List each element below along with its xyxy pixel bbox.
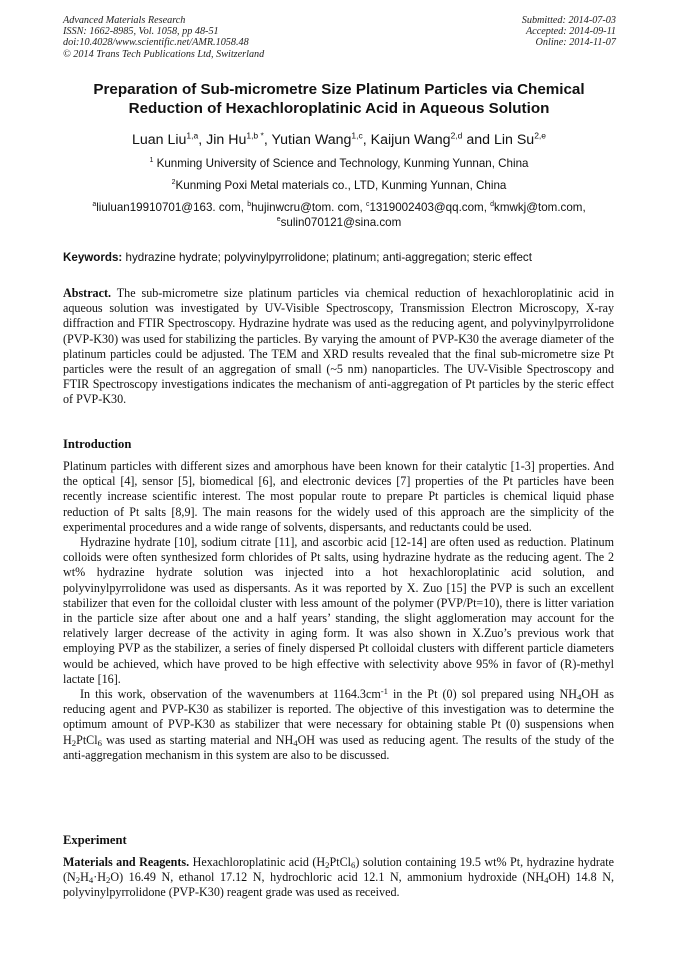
issn-line: ISSN: 1662-8985, Vol. 1058, pp 48-51 [63, 26, 219, 38]
affiliation-text: Kunming Poxi Metal materials co., LTD, Kunming Yunnan, China [175, 179, 507, 192]
email-mark: b [247, 201, 252, 209]
email-d[interactable]: kmwkj@tom.com, [494, 201, 586, 214]
subscript: 6 [351, 860, 356, 871]
text-run: H [80, 870, 89, 885]
author-separator: , [198, 132, 207, 148]
text-run: O) 16.49 N, ethanol 17.12 N, hydrochloric acid 12.1 N, ammonium hydroxide (NH [110, 870, 545, 885]
text-run: PtCl [76, 732, 98, 747]
subscript: 4 [577, 692, 582, 703]
affiliation-1 [40, 157, 638, 171]
subscript: 4 [293, 737, 298, 748]
doi-line: doi:10.4028/www.scientific.net/AMR.1058.48 [63, 37, 249, 49]
text-run: ) solution containing 19.5 wt% Pt, hydrazine hydrate (N [63, 855, 615, 885]
affiliation-2 [40, 179, 638, 193]
subscript: 2 [105, 875, 111, 886]
subscript: 2 [75, 875, 81, 886]
text-run: In this work, observation of the wavenumbers at 1164.3cm [80, 687, 381, 702]
intro-paragraph-3 [63, 687, 614, 763]
author-mark: 1,a [186, 130, 199, 141]
author-list [40, 130, 638, 150]
author-separator: , [362, 132, 371, 148]
author-mark: 2,d [450, 130, 463, 141]
abstract [63, 286, 614, 408]
affiliation-mark: 1 [149, 157, 154, 165]
copyright-line: © 2014 Trans Tech Publications Ltd, Switzerland [63, 48, 265, 60]
paper-title [60, 80, 618, 118]
text-run: OH was used as reducing agent. The results of the study of the anti-aggregation mechanism in this system are also to be discussed. [63, 732, 614, 762]
email-mark: a [92, 201, 97, 209]
abstract-text: The sub-micrometre size platinum particles via chemical reduction of hexachloroplatinic acid in aqueous solution was investigated by UV-Visible Spectroscopy, Transmission Electron Microscopy, X-ray diffraction and FTIR Spectroscopy. Hydrazine hydrate was used as the reducing agent, and polyvinylpyrrolidone (PVP-K30) was used for stabilizing the particles. By varying the amount of PVP-K30 the average diameter of the platinum particles could be adjusted. The TEM and XRD results revealed that the final sub-micrometre size Pt particles were the result of an aggregation of small (~5 nm) nanoparticles. The UV-Visible Spectroscopy and FTIR Spectroscopy investigations indicates the mechanism of anti-aggregation of Pt particles by the steric effect of PVP-K30. [63, 286, 614, 407]
subscript: 4 [544, 875, 549, 886]
experiment-heading: Experiment [63, 833, 127, 847]
superscript: -1 [380, 686, 388, 697]
author-name: Kaijun Wang [370, 132, 451, 148]
text-run: PtCl [329, 855, 352, 869]
email-c[interactable]: 1319002403@qq.com, [369, 201, 491, 214]
author-mark: 1,b * [246, 130, 264, 141]
email-mark: c [365, 201, 370, 209]
intro-paragraph-2: Hydrazine hydrate [10], sodium citrate [11], and ascorbic acid [12-14] are often used as reduction. Platinum colloids were often synthesized form chlorides of Pt salts, using hydrazine hydrate as the reducing agent. The 2 wt% hydrazine hydrate solution was injected into a hot hexachloroplatinic acid solution, and polyvinylpyrrolidone was used as dispersants. As it was reported by X. Zuo [15] the PVP is such an excellent stabilizer that even for the colloidal cluster with less amount of the polymer (PVP/Pt=10), there is litter variation in the particle size after about one and a half years’ standing, the slight agglomeration may account for the relatively larger decrease of the activity in aging form. It was also shown in X.Zuo’s previous work that employing PVP as the stabilizer, a series of finely dispersed Pt colloidal clusters with different particle diameters would be achieved, which have proved to be high effective with selectivity above 95% in favor of (R)-methyl lactate [16]. [63, 535, 614, 686]
accepted-date: Accepted: 2014-09-11 [525, 26, 616, 38]
introduction-body [63, 459, 614, 763]
subscript: 4 [88, 875, 94, 886]
keywords-label: Keywords: [63, 251, 123, 264]
keywords [63, 250, 615, 265]
author-name: Yutian Wang [271, 132, 352, 148]
email-mark: d [490, 201, 495, 209]
author-separator: , [263, 132, 272, 148]
text-run: in the Pt (0) sol prepared using NH [387, 687, 577, 702]
header-left [63, 15, 264, 60]
author-name: Lin Su [493, 132, 535, 148]
materials-paragraph [63, 855, 614, 901]
abstract-label: Abstract. [63, 286, 112, 300]
email-line-1 [40, 201, 638, 216]
author-name: Jin Hu [206, 132, 247, 148]
title-line-1: Preparation of Sub-micrometre Size Platinum Particles via Chemical [93, 81, 585, 98]
text-run: Hexachloroplatinic acid (H [189, 855, 326, 869]
introduction-heading: Introduction [63, 437, 132, 451]
author-name: Luan Liu [131, 132, 187, 148]
author-mark: 1,c [351, 130, 363, 141]
email-e[interactable]: sulin070121@sina.com [280, 215, 402, 229]
subscript: 2 [71, 737, 77, 748]
subscript: 6 [97, 737, 102, 748]
text-run: OH) 14.8 N, polyvinylpyrrolidone (PVP-K30) reagent grade was used as received. [63, 870, 614, 900]
email-b[interactable]: hujinwcru@tom. com, [251, 201, 366, 214]
author-emails [40, 201, 638, 230]
affiliation-mark: 2 [171, 179, 176, 187]
author-separator: and [462, 132, 494, 148]
text-run: was used as starting material and NH [101, 732, 294, 747]
title-line-2: Reduction of Hexachloroplatinic Acid in Aqueous Solution [128, 100, 550, 117]
header-right [522, 15, 616, 49]
email-a[interactable]: liuluan19910701@163. com, [96, 201, 248, 214]
email-line-2 [40, 216, 638, 231]
text-run: OH as reducing agent and PVP-K30 as stabilizer is reported. The objective of this investigation was to determine the optimum amount of PVP-K30 as stabilizer that were necessary for obtaining stable Pt (0) suspensions when H [63, 687, 614, 747]
affiliation-text: Kunming University of Science and Technology, Kunming Yunnan, China [153, 157, 529, 170]
subscript: 2 [325, 860, 330, 871]
intro-paragraph-1: Platinum particles with different sizes and amorphous have been known for their catalytic [1-3] properties. And the optical [4], sensor [5], biomedical [6], and electronic devices [7] properties of the Pt particles have been recently increase scientific interest. The most popular route to prepare Pt particles is chemical liquid phase reduction of Pt salts [8,9]. The main reasons for the widely used of this approach are the simplicity of the experimental procedures and a wide range of solvents, dispersants, and reductants could be used. [63, 459, 614, 534]
materials-label: Materials and Reagents. [63, 855, 190, 869]
submitted-date: Submitted: 2014-07-03 [521, 15, 616, 26]
experiment-body [63, 855, 614, 901]
keywords-text: hydrazine hydrate; polyvinylpyrrolidone; platinum; anti-aggregation; steric effect [122, 251, 532, 264]
journal-name: Advanced Materials Research [63, 15, 186, 26]
text-run: ·H [93, 870, 106, 885]
online-date: Online: 2014-11-07 [535, 37, 616, 49]
author-mark: 2,e [534, 130, 547, 141]
email-mark: e [276, 215, 281, 223]
